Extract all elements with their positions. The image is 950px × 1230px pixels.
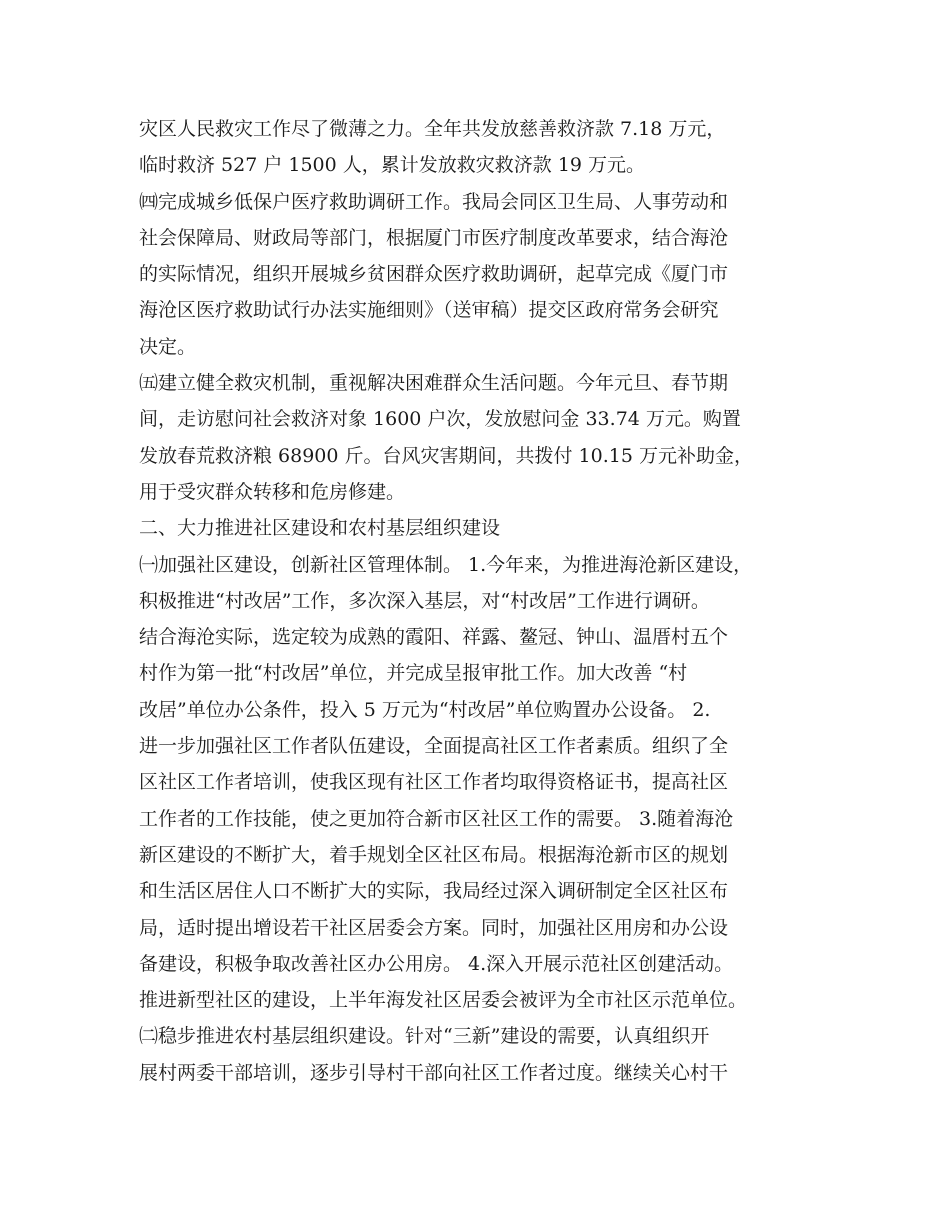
text-line: 改居”单位办公条件，投入 5 万元为“村改居”单位购置办公设备。 2. (139, 698, 711, 721)
text-line: 结合海沧实际，选定较为成熟的霞阳、祥露、鳌冠、钟山、温厝村五个 (139, 626, 729, 649)
text-line: 村作为第一批“村改居”单位，并完成呈报审批工作。加大改善 “村 (139, 662, 688, 685)
section-heading: 二、大力推进社区建设和农村基层组织建设 (139, 517, 501, 540)
text-line: ㈣完成城乡低保户医疗救助调研工作。我局会同区卫生局、人事劳动和 (139, 190, 729, 213)
body-text (139, 111, 839, 1091)
text-line: 积极推进“村改居”工作，多次深入基层，对“村改居”工作进行调研。 (139, 589, 710, 612)
text-line: 局，适时提出增设若干社区居委会方案。同时，加强社区用房和办公设 (139, 916, 729, 939)
text-line: 的实际情况，组织开展城乡贫困群众医疗救助调研，起草完成《厦门市 (139, 263, 729, 286)
text-line: 用于受灾群众转移和危房修建。 (139, 480, 406, 503)
text-line: 海沧区医疗救助试行办法实施细则》（送审稿）提交区政府常务会研究 (139, 299, 719, 322)
text-line: 间，走访慰问社会救济对象 1600 户次，发放慰问金 33.74 万元。购置 (139, 408, 741, 431)
text-line: 灾区人民救灾工作尽了微薄之力。全年共发放慈善救济款 7.18 万元， (139, 118, 726, 140)
text-line: 社会保障局、财政局等部门，根据厦门市医疗制度改革要求，结合海沧 (139, 226, 729, 249)
text-line: ㈤建立健全救灾机制，重视解决困难群众生活问题。今年元旦、春节期 (139, 372, 729, 395)
text-line: 和生活区居住人口不断扩大的实际，我局经过深入调研制定全区社区布 (139, 880, 729, 903)
text-line: 推进新型社区的建设，上半年海发社区居委会被评为全市社区示范单位。 (139, 989, 748, 1012)
text-line: ㈡稳步推进农村基层组织建设。针对“三新”建设的需要，认真组织开 (139, 1025, 710, 1048)
text-line: 临时救济 527 户 1500 人，累计发放救灾救济款 19 万元。 (139, 154, 646, 177)
text-line: 工作者的工作技能，使之更加符合新市区社区工作的需要。 3.随着海沧 (139, 807, 734, 830)
text-line: 新区建设的不断扩大，着手规划全区社区布局。根据海沧新市区的规划 (139, 843, 729, 866)
text-line: 进一步加强社区工作者队伍建设，全面提高社区工作者素质。组织了全 (139, 735, 729, 758)
text-line: 备建设，积极争取改善社区办公用房。 4.深入开展示范社区创建活动。 (139, 952, 734, 975)
text-line: 决定。 (139, 335, 197, 358)
text-line: 发放春荒救济粮 68900 斤。台风灾害期间，共拨付 10.15 万元补助金， (139, 444, 753, 467)
text-line: 展村两委干部培训，逐步引导村干部向社区工作者过度。继续关心村干 (139, 1061, 729, 1084)
text-line: ㈠加强社区建设，创新社区管理体制。 1.今年来，为推进海沧新区建设， (139, 553, 753, 576)
text-line: 区社区工作者培训，使我区现有社区工作者均取得资格证书，提高社区 (139, 771, 729, 794)
